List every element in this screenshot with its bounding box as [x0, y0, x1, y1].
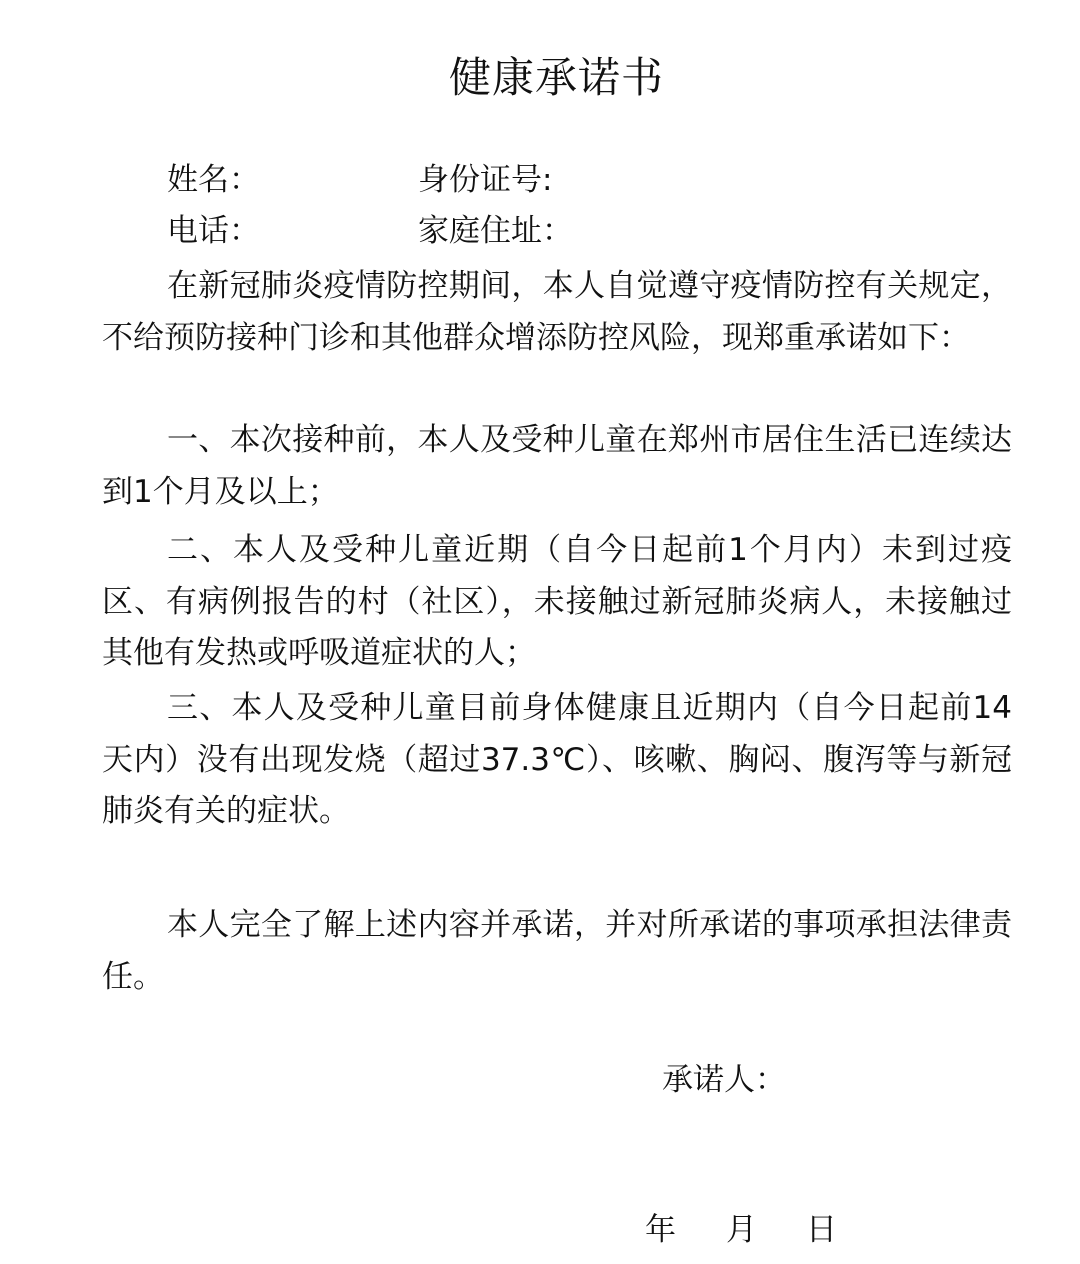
closing-paragraph: 本人完全了解上述内容并承诺，并对所承诺的事项承担法律责任。 — [102, 907, 1012, 995]
signer-label: 承诺人： — [662, 1062, 786, 1098]
commitment-item-2: 二、本人及受种儿童近期（自今日起前1个月内）未到过疫区、有病例报告的村（社区），未接触过新冠肺炎病人，未接触过其他有发热或呼吸道症状的人； — [102, 532, 1012, 671]
phone-label: 电话： — [167, 213, 260, 249]
id-number-label: 身份证号: — [418, 162, 553, 198]
home-address-label: 家庭住址： — [418, 213, 573, 249]
date-line — [0, 1207, 1080, 1253]
document-title: 健康承诺书 — [448, 53, 664, 102]
field-row-phone-address — [167, 211, 587, 251]
commitment-item-3: 三、本人及受种儿童目前身体健康且近期内（自今日起前14天内）没有出现发烧（超过37.3℃）、咳嗽、胸闷、腹泻等与新冠肺炎有关的症状。 — [102, 690, 1012, 829]
commitment-item-1: 一、本次接种前，本人及受种儿童在郑州市居住生活已连续达到1个月及以上； — [102, 422, 1012, 510]
intro-paragraph: 在新冠肺炎疫情防控期间，本人自觉遵守疫情防控有关规定，不给预防接种门诊和其他群众增添防控风险，现郑重承诺如下： — [102, 268, 1012, 356]
field-row-name-id — [167, 160, 587, 200]
name-label: 姓名： — [167, 162, 260, 198]
date-month-label: 月 — [726, 1212, 757, 1248]
date-year-label: 年 — [645, 1212, 676, 1248]
date-day-label: 日 — [806, 1212, 837, 1248]
